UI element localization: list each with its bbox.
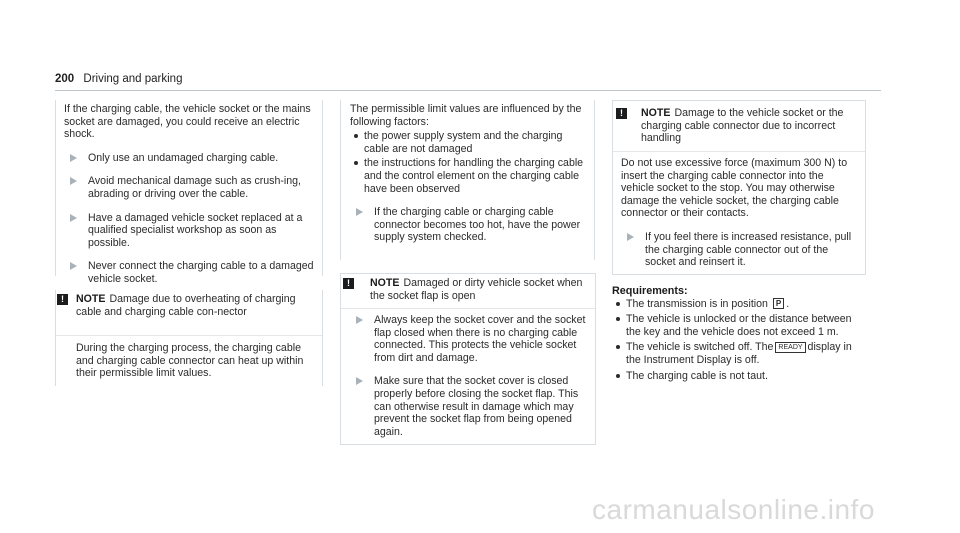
col2-left-rule [340,100,341,260]
page-header [55,73,182,85]
col1-note-left-rule [55,290,56,386]
note-label: NOTE [641,107,671,119]
col1-step-3: Have a damaged vehicle socket replaced at a qualified specialist workshop as soon as possible. [64,212,319,250]
requirement-4: The charging cable is not taut. [612,370,862,383]
watermark: carmanualsonline.info [592,494,875,525]
col1-step-2: Avoid mechanical damage such as crush-ing, abrading or driving over the cable. [64,175,319,200]
col1-note-right-rule [322,290,323,386]
bullet-dot [354,161,358,165]
col2-bullet-1: the power supply system and the charging cable are not damaged [350,130,590,155]
section-title: Driving and parking [83,73,183,85]
col1-warning [64,103,319,286]
col1-step-4: Never connect the charging cable to a damaged vehicle socket. [64,260,319,285]
note-label: NOTE [370,277,400,289]
warning-exclamation-icon: ! [616,108,627,119]
col1-left-rule [55,100,56,276]
col1-step-1: Only use an undamaged charging cable. [64,152,319,165]
arrow-icon [356,377,363,385]
bullet-dot [354,134,358,138]
requirements-title: Requirements: [612,285,688,297]
col1-note-title: Damage due to overheating of charging cable and charging cable con-nector [76,293,296,318]
col2-note-header [370,277,588,302]
park-position-symbol-icon: P [773,298,784,309]
col2-bullet-2: the instructions for handling the charging cable and the control element on the charging cable have been observed [350,157,590,195]
arrow-icon [70,262,77,270]
col2-intro: The permissible limit values are influenced by the following factors: [350,103,582,128]
warning-exclamation-icon: ! [57,294,68,305]
col2-note-step-1: Always keep the socket cover and the socket flap closed when there is no charging cable connected. This protects the vehicle socket from dirt and damage. [350,314,588,364]
arrow-icon [70,154,77,162]
col3-note-content [621,157,859,269]
col1-note-divider [56,335,322,336]
arrow-icon [356,316,363,324]
bullet-dot [616,374,620,378]
col2-step: If the charging cable or charging cable connector becomes too hot, have the power supply system checked. [350,206,590,244]
requirement-3: The vehicle is switched off. The READY display in the Instrument Display is off. [612,341,862,366]
requirement-2: The vehicle is unlocked or the distance between the key and the vehicle does not exceed 1 m. [612,313,862,338]
bullet-dot [616,317,620,321]
arrow-icon [356,208,363,216]
bullet-dot [616,345,620,349]
col3-note-title: Damage to the vehicle socket or the charging cable connector due to incorrect handling [641,107,844,145]
col2-right-rule [594,100,595,260]
col3-note-divider [613,151,865,152]
note-label: NOTE [76,293,106,305]
requirements [612,285,862,382]
ready-display-symbol-icon: READY [775,342,805,353]
arrow-icon [70,177,77,185]
bullet-dot [616,302,620,306]
requirement-1: The transmission is in position P . [612,298,862,311]
col3-note-step: If you feel there is increased resistance, pull the charging cable connector out of the socket and reinsert it. [621,231,859,269]
col1-right-rule [322,100,323,276]
col2-note-divider [341,308,595,309]
warning-exclamation-icon: ! [343,278,354,289]
col2-warning [350,103,590,244]
col2-note-step-2: Make sure that the socket cover is closed properly before closing the socket flap. This can otherwise result in damage which may prevent the socket flap from being opened again. [350,375,588,438]
header-rule [55,90,881,91]
arrow-icon [627,233,634,241]
col1-note-body: During the charging process, the charging cable and charging cable connector can heat up within their permissible limit values. [76,342,304,380]
col1-note-header [76,293,316,318]
col1-intro: If the charging cable, the vehicle socket or the mains socket are damaged, you could receive an electric shock. [64,103,311,141]
col3-note-body: Do not use excessive force (maximum 300 N) to insert the charging cable connector into the vehicle socket to the stop. You may otherwise damage the vehicle socket, the charging cable connector or their contacts. [621,157,848,220]
arrow-icon [70,214,77,222]
page-number: 200 [55,73,75,85]
col2-note-title: Damaged or dirty vehicle socket when the socket flap is open [370,277,583,302]
col3-note-header [641,107,859,145]
col2-note-steps [350,314,588,438]
